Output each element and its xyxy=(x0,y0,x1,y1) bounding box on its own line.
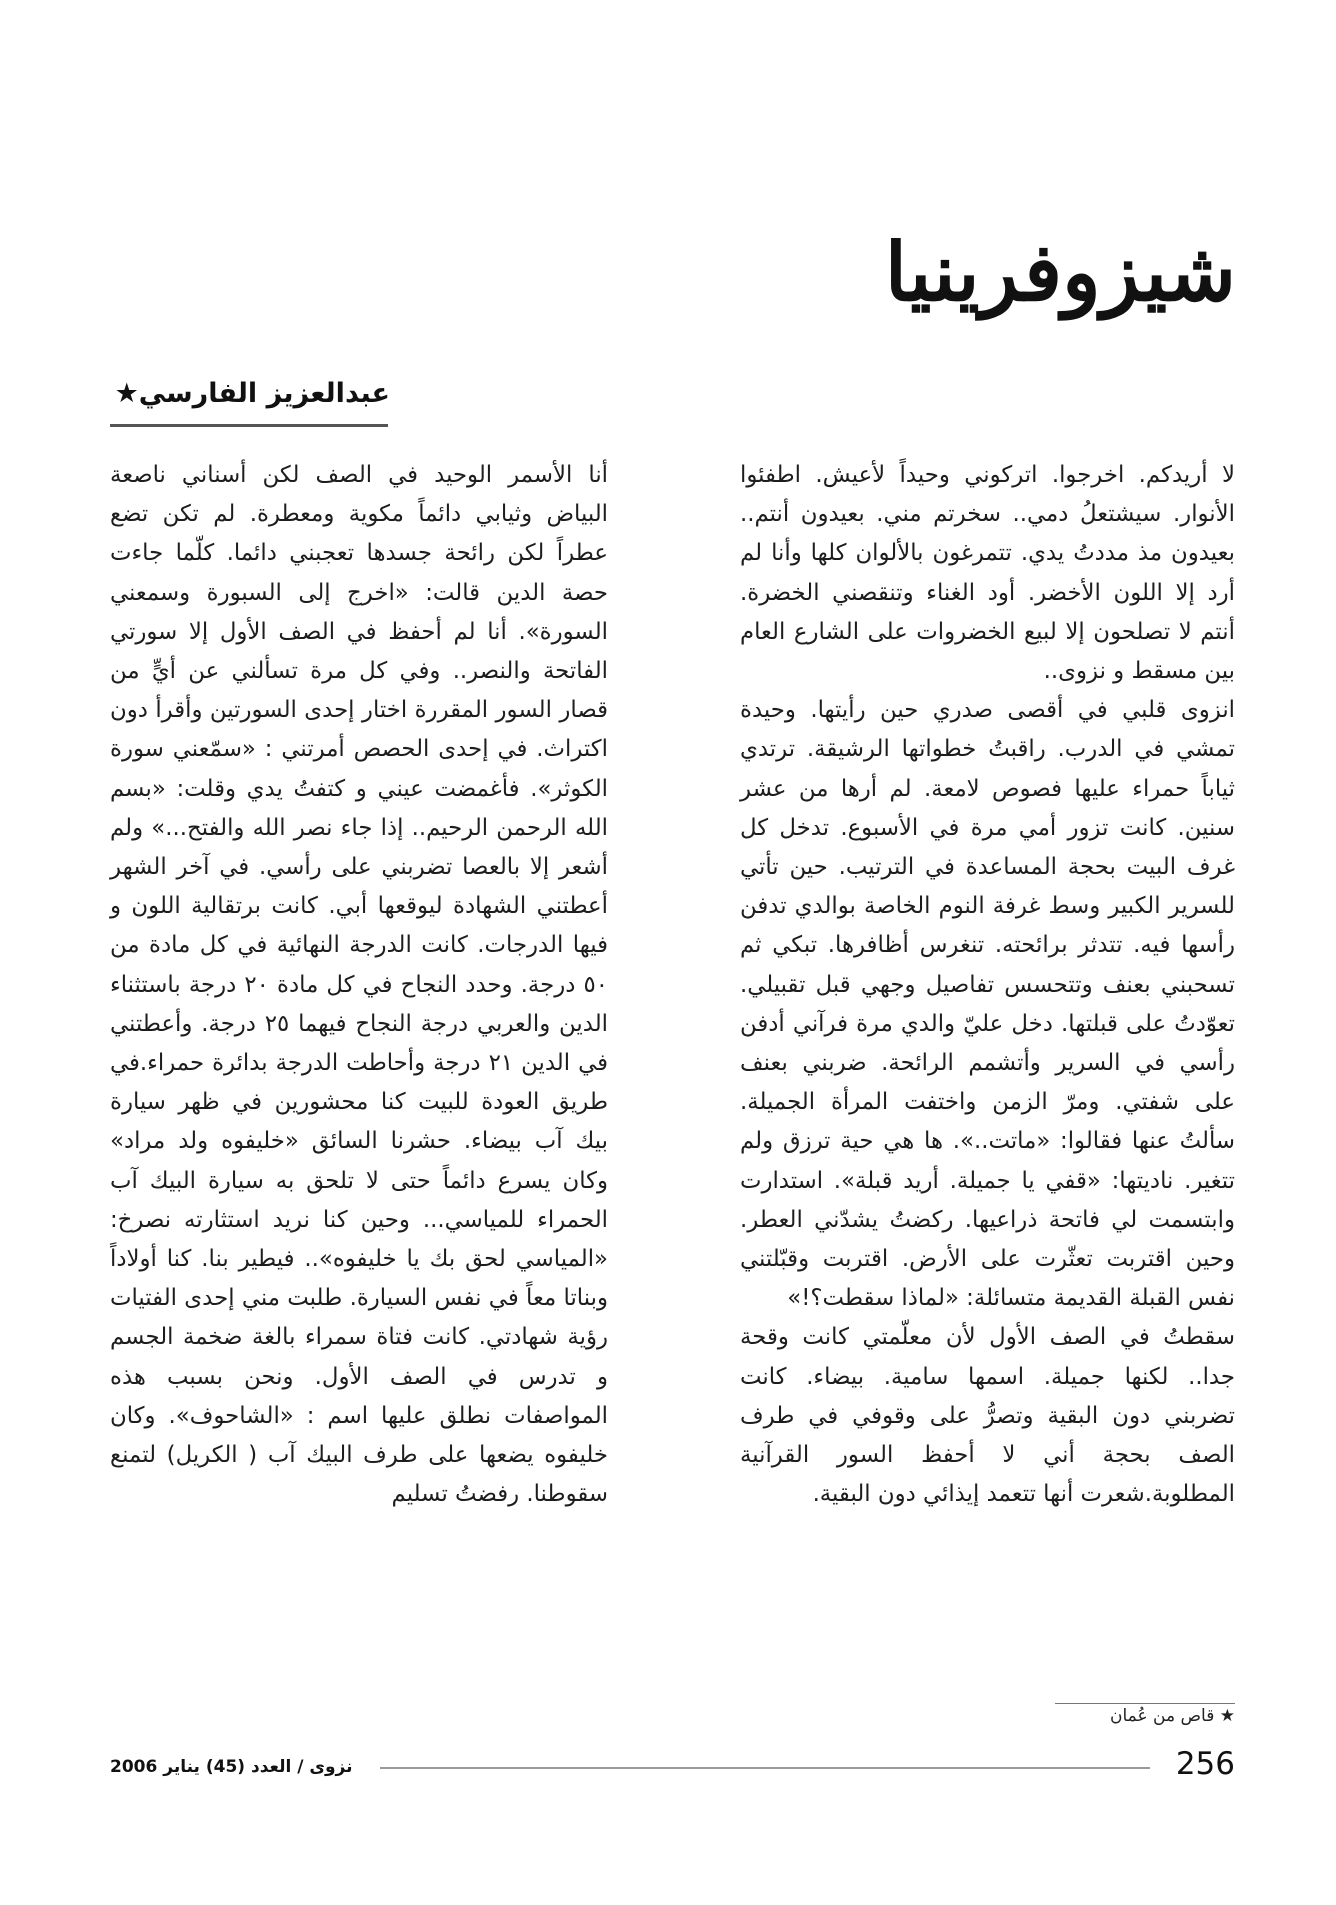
footnote-divider xyxy=(1055,1703,1235,1704)
footer-divider xyxy=(380,1767,1150,1769)
text-column-right xyxy=(740,456,1235,1514)
text-column-left xyxy=(110,456,608,1514)
page-number: 256 xyxy=(1175,1746,1235,1782)
paragraph: انزوى قلبي في أقصى صدري حين رأيتها. وحيدة تمشي في الدرب. راقبتُ خطواتها الرشيقة. ترتدي ثياباً حمراء عليها فصوص لامعة. لم أرها من عشر سنين. كانت تزور أمي مرة في الأسبوع. تدخل كل غرف البيت بحجة المساعدة في الترتيب. حين تأتي للسرير الكبير وسط غرفة النوم الخاصة بوالدي تدفن رأسها فيه. تتدثر برائحته. تنغرس أظافرها. تبكي ثم تسحبني بعنف وتتحسس تفاصيل وجهي قبل تقبيلي. تعوّدتُ على قبلتها. دخل عليّ والدي مرة فرآني أدفن رأسي في السرير وأتشمم الرائحة. ضربني بعنف على شفتي. ومرّ الزمن واختفت المرأة الجميلة. سألتُ عنها فقالوا: «ماتت..». ها هي حية ترزق ولم تتغير. ناديتها: «قفي يا جميلة. أريد قبلة». استدارت وابتسمت لي فاتحة ذراعيها. ركضتُ يشدّني العطر. وحين اقتربت تعثّرت على الأرض. اقتربت وقبّلتني نفس القبلة القديمة متسائلة: «لماذا سقطت؟!» xyxy=(740,697,1235,1312)
paragraph: سقطتُ في الصف الأول لأن معلّمتي كانت وقحة جدا.. لكنها جميلة. اسمها سامية. بيضاء. كانت تضربني دون البقية وتصرُّ على وقوفي في طرف الصف بحجة أني لا أحفظ السور القرآنية المطلوبة.شعرت أنها تتعمد إيذائي دون البقية. xyxy=(740,1324,1235,1508)
footnote: ★ قاص من عُمان xyxy=(1110,1706,1235,1726)
paragraph: أنا الأسمر الوحيد في الصف لكن أسناني ناصعة البياض وثيابي دائماً مكوية ومعطرة. لم تكن تضع عطراً لكن رائحة جسدها تعجبني دائما. كلّما جاءت حصة الدين قالت: «اخرج إلى السبورة وسمعني السورة». أنا لم أحفظ في الصف الأول إلا سورتي الفاتحة والنصر.. وفي كل مرة تسألني عن أيٍّ من قصار السور المقررة اختار إحدى السورتين وأقرأ دون اكتراث. في إحدى الحصص أمرتني : «سمّعني سورة الكوثر». فأغمضت عيني و كتفتُ يدي وقلت: «بسم الله الرحمن الرحيم.. إذا جاء نصر الله والفتح...» ولم أشعر إلا بالعصا تضربني على رأسي. في آخر الشهر أعطتني الشهادة ليوقعها أبي. كانت برتقالية اللون و فيها الدرجات. كانت الدرجة النهائية في كل مادة من ٥٠ درجة. وحدد النجاح في كل مادة ٢٠ درجة باستثناء الدين والعربي درجة النجاح فيهما ٢٥ درجة. وأعطتني في الدين ٢١ درجة وأحاطت الدرجة بدائرة حمراء.في طريق العودة للبيت كنا محشورين في ظهر سيارة بيك آب بيضاء. حشرنا السائق «خليفوه ولد مراد» وكان يسرع دائماً حتى لا تلحق به سيارة البيك آب الحمراء للمياسي... وحين كنا نريد استثارته نصرخ: «المياسي لحق بك يا خليفوه».. فيطير بنا. كنا أولاداً وبناتا معاً في نفس السيارة. طلبت مني إحدى الفتيات رؤية شهادتي. كانت فتاة سمراء بالغة ضخمة الجسم و تدرس في الصف الأول. ونحن بسبب هذه المواصفات نطلق عليها اسم : «الشاحوف». وكان خليفوه يضعها على طرف البيك آب ( الكريل) لتمنع سقوطنا. رفضتُ تسليم xyxy=(110,462,608,1508)
article-title: شيزوفرينيا xyxy=(884,225,1236,319)
author-underline xyxy=(110,424,388,427)
paragraph: لا أريدكم. اخرجوا. اتركوني وحيداً لأعيش. اطفئوا الأنوار. سيشتعلُ دمي.. سخرتم مني. بعيدون أنتم.. بعيدون مذ مددتُ يدي. تتمرغون بالألوان كلها وأنا لم أرد إلا اللون الأخضر. أود الغناء وتنقصني الخضرة. أنتم لا تصلحون إلا لبيع الخضروات على الشارع العام بين مسقط و نزوى.. xyxy=(740,462,1235,685)
author-name: عبدالعزيز الفارسي★ xyxy=(114,378,390,409)
issue-info: نزوى / العدد (45) يناير 2006 xyxy=(110,1757,353,1777)
